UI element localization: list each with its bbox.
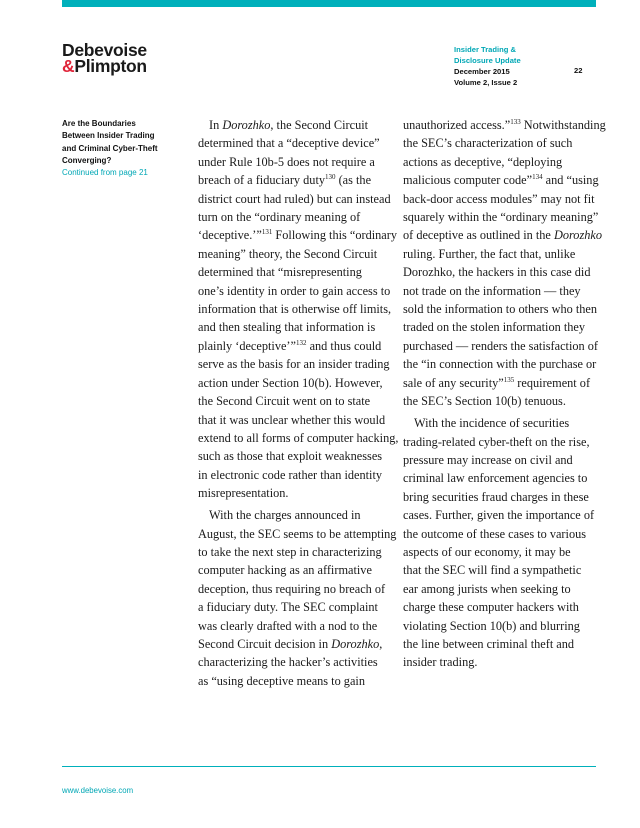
text-line [403,208,608,226]
sidebar-title-line: Converging? [62,155,112,165]
text-segment: under Rule 10b-5 does not require a [198,154,375,169]
sidebar [62,118,182,179]
paragraph [198,506,403,690]
text-segment: the outcome of these cases to various [403,526,587,541]
text-line [198,116,403,134]
publication-title-1: Insider Trading & [454,45,517,54]
text-segment: Dorozhko [553,228,602,243]
text-line [198,672,403,690]
text-line [198,598,403,616]
text-segment: ruling. Further, the fact that, unlike [403,246,576,261]
text-line [198,543,403,561]
text-segment: cases. Further, given the importance of [403,508,595,523]
text-segment: misrepresentation. [198,486,289,501]
text-segment: determined that “misrepresenting [198,265,362,280]
text-segment: breach of a fiduciary duty [198,173,326,188]
text-segment: Dorozhko [331,636,380,651]
text-segment: ‘deceptive.’” [198,228,262,243]
text-line [198,282,403,300]
volume-issue: Volume 2, Issue 2 [454,78,518,87]
text-line [198,580,403,598]
text-line [403,433,608,451]
text-segment: aspects of our economy, it may be [403,544,571,559]
top-accent-bar [62,0,596,7]
text-segment: that it was unclear whether this would [198,412,386,427]
text-segment: , [379,636,383,651]
text-line [403,506,608,524]
text-segment: characterizing the hacker’s activities [198,655,378,670]
text-segment: sale of any security” [403,375,504,390]
text-segment: of deceptive as outlined in the [403,228,554,243]
logo-line-1: Debevoise [62,40,147,60]
text-line [198,506,403,524]
text-segment: unauthorized access.” [403,118,511,132]
text-line [198,171,403,189]
text-line [198,635,403,653]
text-line [198,411,403,429]
text-line [403,134,608,152]
text-line [403,116,608,134]
text-segment: turn on the “ordinary meaning of [198,210,361,225]
text-line [198,484,403,502]
text-line [198,355,403,373]
text-segment: determined that a “deceptive device” [198,136,380,151]
text-segment: Following this “ordinary [272,228,398,243]
text-segment: violating Section 10(b) and blurring [403,618,580,633]
text-line [198,263,403,281]
text-segment: Second Circuit decision in [198,636,332,651]
text-segment: charge these computer hackers with [403,600,579,615]
text-line [403,245,608,263]
text-segment: ear among jurists when seeking to [403,581,571,596]
text-line [403,653,608,671]
text-segment: squarely within the “ordinary meaning” [403,210,599,225]
text-line [403,598,608,616]
publication-info [454,44,521,88]
footnote-ref: 131 [261,228,273,237]
text-line [198,190,403,208]
text-segment: and “using [542,173,599,188]
text-line [198,392,403,410]
text-segment: sold the information to others who then [403,302,597,317]
paragraph [403,116,608,411]
text-segment: bring securities fraud charges in these [403,489,589,504]
text-line [403,617,608,635]
text-segment: the “in connection with the purchase or [403,357,597,372]
text-line [198,153,403,171]
text-segment: computer hacking as an affirmative [198,563,372,578]
text-segment: the SEC’s characterization of such [403,136,573,151]
footnote-ref: 134 [532,173,543,182]
text-line [403,226,608,244]
text-segment: to take the next step in characterizing [198,544,382,559]
text-segment: the Second Circuit went on to state [198,394,371,409]
text-segment: information that is otherwise off limits, [198,302,392,317]
footnote-ref: 130 [325,173,336,182]
footnote-ref: 135 [503,375,515,384]
text-segment: action under Section 10(b). However, [198,375,383,390]
logo-plimpton: Plimpton [74,56,147,76]
website-link[interactable]: www.debevoise.com [62,786,134,795]
text-line [403,451,608,469]
text-segment: meaning” theory, the Second Circuit [198,246,378,261]
text-line [403,469,608,487]
text-line [198,337,403,355]
firm-logo [62,42,147,74]
text-segment: trading-related cyber-theft on the rise, [403,434,590,449]
text-line [403,171,608,189]
sidebar-title-line: and Criminal Cyber-Theft [62,143,158,153]
text-line [198,374,403,392]
text-segment: purchased — renders the satisfaction of [403,338,598,353]
text-segment: that the SEC will find a sympathetic [403,563,582,578]
text-segment: back-door access modules” may not fit [403,191,595,206]
text-line [198,300,403,318]
text-segment: Dorozhko, the hackers in this case did [403,265,591,280]
text-segment: deception, thus requiring no breach of [198,581,386,596]
text-line [403,525,608,543]
text-segment: pressure may increase on civil and [403,452,573,467]
text-line [403,355,608,373]
text-line [403,392,608,410]
page-number: 22 [574,66,583,75]
text-segment: criminal law enforcement agencies to [403,471,588,486]
text-line [403,318,608,336]
footnote-ref: 132 [296,338,307,347]
text-line [403,561,608,579]
text-segment: Dorozhko [222,118,271,132]
text-segment: the SEC’s Section 10(b) tenuous. [403,394,566,409]
footnote-ref: 133 [510,118,521,126]
text-line [403,374,608,392]
logo-ampersand: & [62,56,75,76]
publication-title-2: Disclosure Update [454,56,521,65]
text-line [198,653,403,671]
text-line [403,282,608,300]
text-line [403,580,608,598]
text-line [198,561,403,579]
continued-from-link[interactable]: Continued from page 21 [62,168,148,178]
text-segment: August, the SEC seems to be attempting [198,526,397,541]
text-segment: insider trading. [403,655,478,670]
text-line [403,300,608,318]
text-segment: a fiduciary duty. The SEC complaint [198,600,378,615]
text-line [198,617,403,635]
footer-divider [62,766,596,767]
article-column-2 [403,116,608,675]
text-segment: traded on the stolen information they [403,320,586,335]
text-segment: not trade on the information — they [403,283,581,298]
text-line [198,245,403,263]
text-segment: such as those that exploit weaknesses [198,449,383,464]
text-segment: , the Second Circuit [270,118,369,132]
text-line [198,134,403,152]
text-segment: With the incidence of securities [414,416,570,431]
paragraph [198,116,403,503]
text-segment: was clearly drafted with a nod to the [198,618,378,633]
issue-date: December 2015 [454,67,510,76]
text-segment: Notwithstanding [520,118,606,132]
text-segment: and then stealing that information is [198,320,376,335]
text-line [403,337,608,355]
text-segment: extend to all forms of computer hacking, [198,430,399,445]
paragraph [403,414,608,672]
text-segment: in electronic code rather than identity [198,467,383,482]
text-line [403,414,608,432]
text-line [198,226,403,244]
text-line [198,429,403,447]
text-segment: requirement of [514,375,591,390]
text-segment: plainly ‘deceptive’” [198,338,296,353]
logo-line-2 [62,58,147,74]
text-segment: the line between criminal theft and [403,636,575,651]
text-line [198,466,403,484]
text-line [198,208,403,226]
text-segment: as “using deceptive means to gain [198,673,365,688]
text-segment: (as the [335,173,372,188]
text-segment: district court had ruled) but can instead [198,191,391,206]
text-line [403,488,608,506]
text-line [198,318,403,336]
text-line [403,190,608,208]
text-line [403,635,608,653]
text-line [403,543,608,561]
sidebar-title-line: Are the Boundaries [62,119,136,128]
text-segment: In [209,118,223,132]
text-segment: one’s identity in order to gain access to [198,283,391,298]
text-line [198,447,403,465]
text-segment: actions as deceptive, “deploying [403,154,563,169]
text-line [198,525,403,543]
text-line [403,153,608,171]
text-segment: With the charges announced in [209,508,361,523]
text-line [403,263,608,281]
text-segment: and thus could [306,338,382,353]
article-column-1 [198,116,403,694]
text-segment: malicious computer code” [403,173,533,188]
text-segment: serve as the basis for an insider trading [198,357,390,372]
sidebar-title-line: Between Insider Trading [62,131,155,141]
